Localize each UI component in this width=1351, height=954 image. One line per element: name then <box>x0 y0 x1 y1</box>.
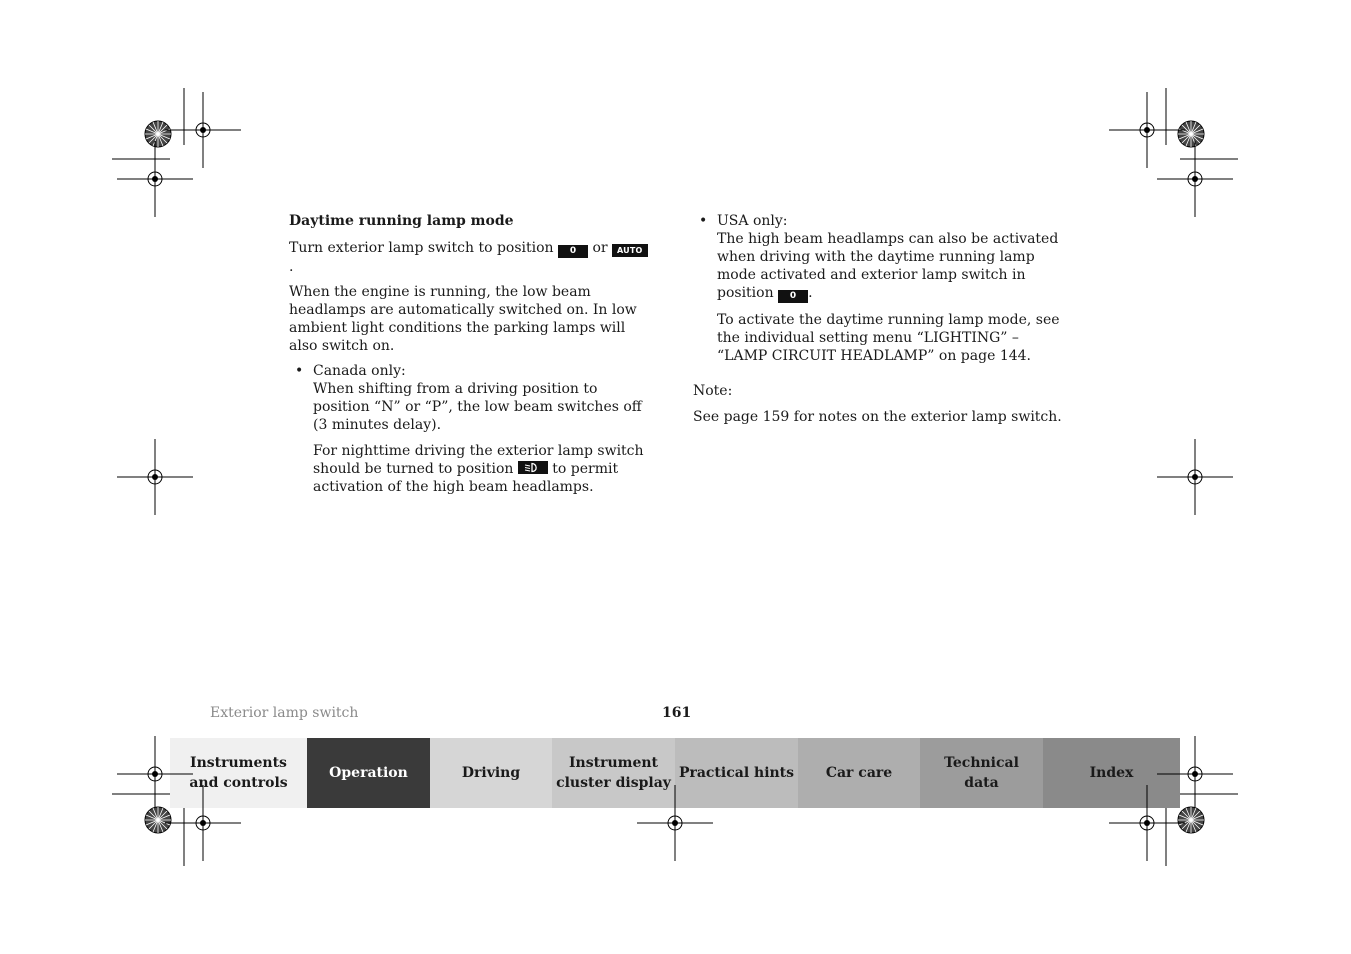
engine-running-paragraph: When the engine is running, the low beam headlamps are automatically switched on. In low ambient light conditions the parking lamps will also switch on. <box>289 284 637 354</box>
switch-position-auto-symbol: AUTO <box>612 244 648 257</box>
section-heading: Daytime running lamp mode <box>289 213 514 229</box>
bullet-marker: • <box>295 363 304 379</box>
tab-car-care[interactable]: Car care <box>798 738 920 808</box>
tab-instrument-cluster-display[interactable]: Instrument cluster display <box>552 738 675 808</box>
instruction-paragraph: Turn exterior lamp switch to position 0 or AUTO. <box>289 239 651 276</box>
bullet-title: Canada only: <box>313 363 406 379</box>
bullet-text: When shifting from a driving position to position “N” or “P”, the low beam switches off (3 minutes delay). <box>313 381 642 433</box>
tab-instruments-and-controls[interactable]: Instruments and controls <box>170 738 307 808</box>
nighttime-paragraph: For nighttime driving the exterior lamp switch should be turned to position to permit activation of the high beam headlamps. <box>313 443 644 495</box>
bullet-title: USA only: <box>717 213 788 229</box>
bullet-marker: • <box>699 213 708 229</box>
switch-position-0-symbol: 0 <box>778 290 808 303</box>
tab-operation[interactable]: Operation <box>307 738 430 808</box>
page-number: 161 <box>662 705 692 721</box>
tab-technical-data[interactable]: Technical data <box>920 738 1043 808</box>
note-label: Note: <box>693 383 733 399</box>
footer-section-title: Exterior lamp switch <box>210 705 359 721</box>
tab-driving[interactable]: Driving <box>430 738 552 808</box>
activation-paragraph: To activate the daytime running lamp mode, see the individual setting menu “LIGHTING” – “LAMP CIRCUIT HEADLAMP” on page 144. <box>717 312 1060 364</box>
tab-practical-hints[interactable]: Practical hints <box>675 738 798 808</box>
tab-index[interactable]: Index <box>1043 738 1180 808</box>
switch-position-0-symbol: 0 <box>558 245 588 258</box>
note-text: See page 159 for notes on the exterior lamp switch. <box>693 409 1062 425</box>
bullet-text: The high beam headlamps can also be activated when driving with the daytime running lamp mode activated and exterior lamp switch in position 0 . <box>717 231 1059 301</box>
